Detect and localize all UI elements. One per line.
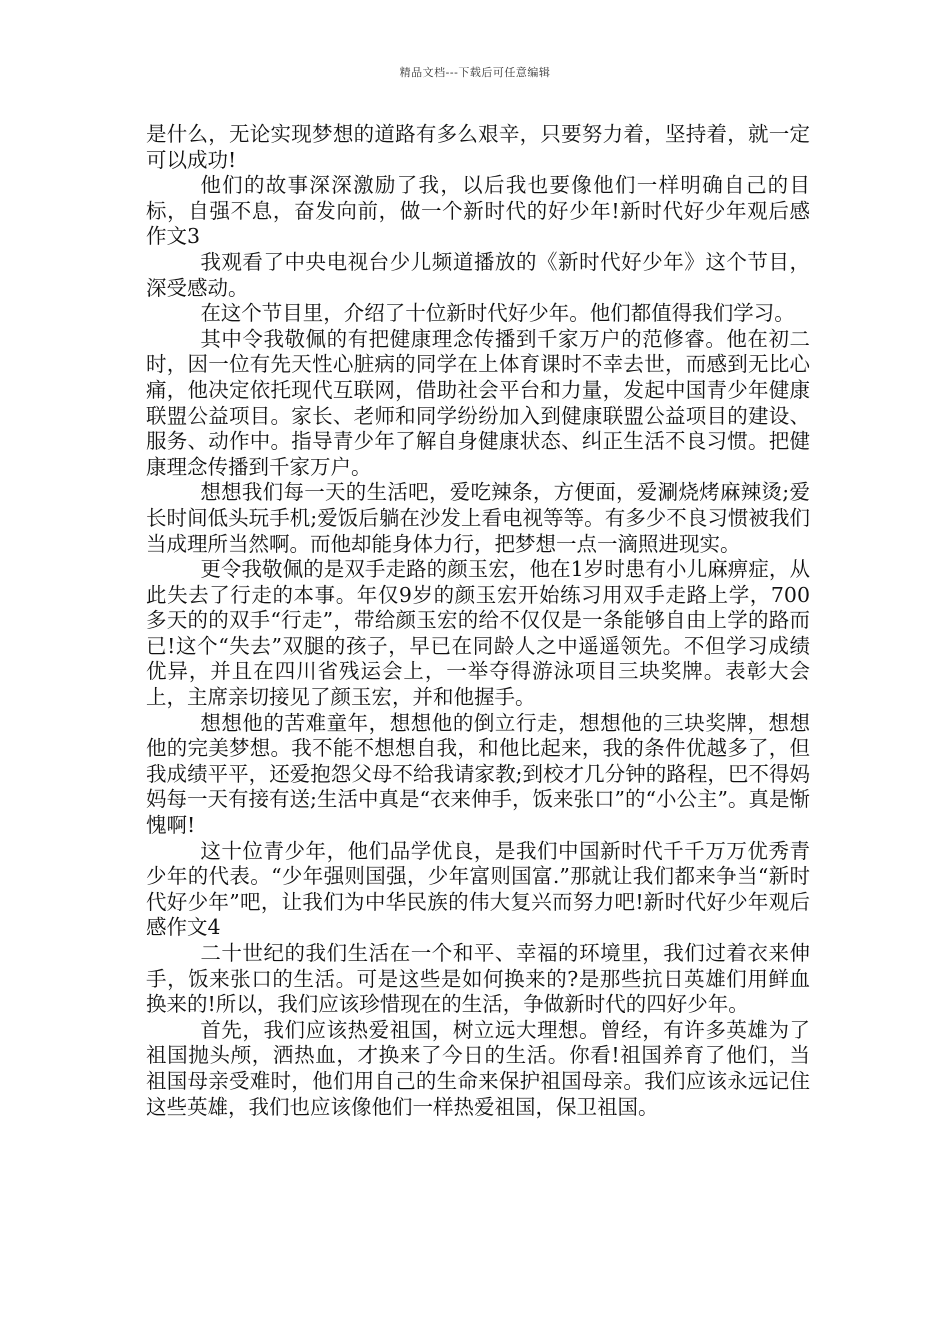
paragraph-4: 在这个节目里，介绍了十位新时代好少年。他们都值得我们学习。: [200, 301, 795, 326]
paragraph-1: 是什么，无论实现梦想的道路有多么艰辛，只要努力着，坚持着，就一定可以成功!: [146, 122, 810, 172]
paragraph-7: 更令我敬佩的是双手走路的颜玉宏，他在1岁时患有小儿麻痹症，从此失去了行走的本事。年仅9岁的颜玉宏开始练习用双手走路上学，700多天的的双手“行走”，带给颜玉宏的给不仅仅是一条能够自由上学的路而已!这个“失去”双腿的孩子，早已在同龄人之中遥遥领先。不但学习成绩优异，并且在四川省残运会上，一举夺得游泳项目三块奖牌。表彰大会上，主席亲切接见了颜玉宏，并和他握手。: [146, 557, 810, 710]
document-body: [146, 122, 810, 1120]
paragraph-10: 二十世纪的我们生活在一个和平、幸福的环境里，我们过着衣来伸手，饭来张口的生活。可是这些是如何换来的?是那些抗日英雄们用鲜血换来的!所以，我们应该珍惜现在的生活，争做新时代的四好少年。: [146, 941, 810, 1017]
paragraph-8: 想想他的苦难童年，想想他的倒立行走，想想他的三块奖牌，想想他的完美梦想。我不能不想想自我，和他比起来，我的条件优越多了，但我成绩平平，还爱抱怨父母不给我请家教;到校才几分钟的路程，巴不得妈妈每一天有接有送;生活中真是“衣来伸手，饭来张口”的“小公主”。真是惭愧啊!: [146, 710, 810, 838]
paragraph-11: 首先，我们应该热爱祖国，树立远大理想。曾经，有许多英雄为了祖国抛头颅，洒热血，才换来了今日的生活。你看!祖国养育了他们，当祖国母亲受难时，他们用自己的生命来保护祖国母亲。我们应该永远记住这些英雄，我们也应该像他们一样热爱祖国，保卫祖国。: [146, 1017, 810, 1119]
page-header: 精品文档---下载后可任意编辑: [399, 66, 551, 79]
paragraph-9: 这十位青少年，他们品学优良，是我们中国新时代千千万万优秀青少年的代表。“少年强则国强，少年富则国富.”那就让我们都来争当“新时代好少年”吧，让我们为中华民族的伟大复兴而努力吧!新时代好少年观后感作文4: [146, 838, 810, 940]
paragraph-5: 其中令我敬佩的有把健康理念传播到千家万户的范修睿。他在初二时，因一位有先天性心脏病的同学在上体育课时不幸去世，而感到无比心痛，他决定依托现代互联网，借助社会平台和力量，发起中国青少年健康联盟公益项目。家长、老师和同学纷纷加入到健康联盟公益项目的建设、服务、动作中。指导青少年了解自身健康状态、纠正生活不良习惯。把健康理念传播到千家万户。: [146, 326, 810, 479]
paragraph-2: 他们的故事深深激励了我，以后我也要像他们一样明确自己的目标，自强不息，奋发向前，做一个新时代的好少年!新时代好少年观后感作文3: [146, 173, 810, 249]
paragraph-3: 我观看了中央电视台少儿频道播放的《新时代好少年》这个节目，深受感动。: [146, 249, 810, 300]
paragraph-6: 想想我们每一天的生活吧，爱吃辣条，方便面，爱涮烧烤麻辣烫;爱长时间低头玩手机;爱饭后躺在沙发上看电视等等。有多少不良习惯被我们当成理所当然啊。而他却能身体力行，把梦想一点一滴照进现实。: [146, 480, 810, 556]
